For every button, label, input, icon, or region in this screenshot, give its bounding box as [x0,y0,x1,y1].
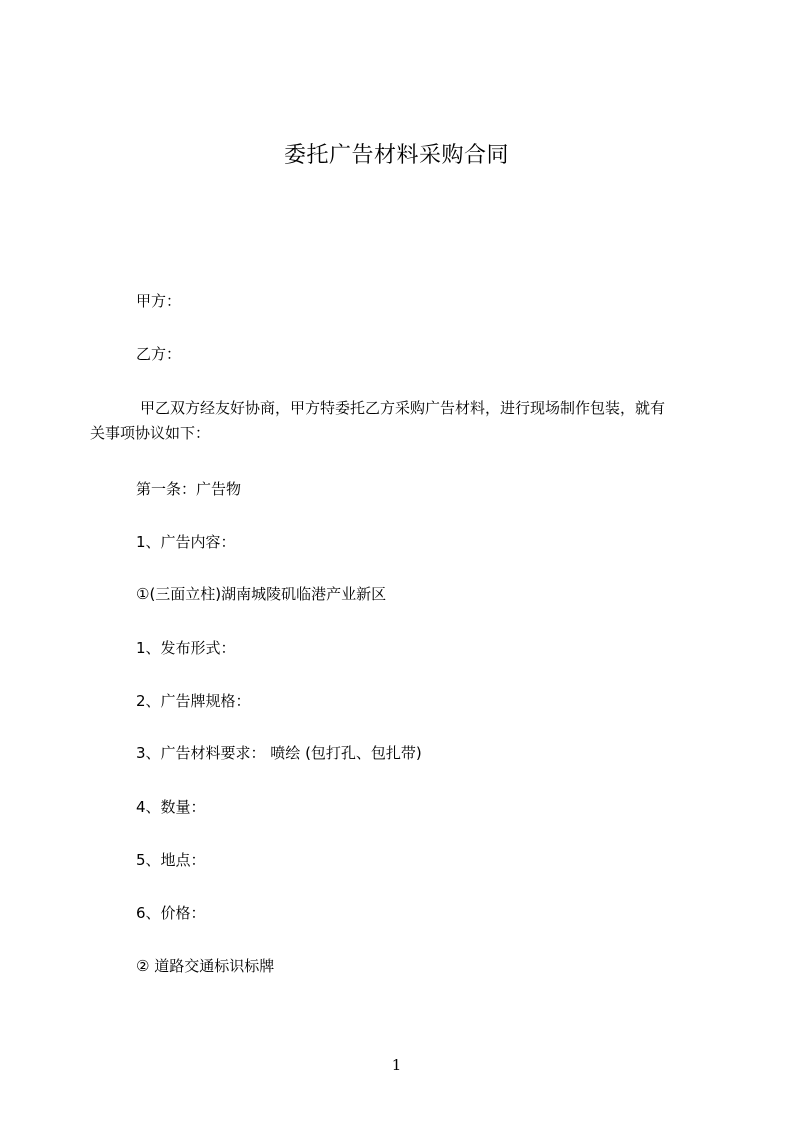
party-a-label: 甲方： [136,292,182,310]
article-1-heading: 第一条：广告物 [136,480,242,498]
item-quantity: 4、数量： [136,798,206,816]
item-publish-form: 1、发布形式： [136,639,236,657]
document-title: 委托广告材料采购合同 [283,143,509,168]
item-location: 5、地点： [136,851,206,869]
item-ad-content: 1、广告内容： [136,533,236,551]
intro-line-2: 关事项协议如下： [90,424,211,442]
sub-item-1: ①(三面立柱)湖南城陵矶临港产业新区 [136,585,387,603]
page-number: 1 [391,1056,402,1074]
item-price: 6、价格： [136,904,206,922]
item-billboard-spec: 2、广告牌规格： [136,692,251,710]
sub-item-2: ② 道路交通标识标牌 [136,957,275,975]
item-material-requirement: 3、广告材料要求： 喷绘 (包打孔、包扎带) [136,744,422,762]
party-b-label: 乙方： [136,345,182,363]
intro-paragraph [90,396,716,446]
intro-line-1: 甲乙双方经友好协商，甲方特委托乙方采购广告材料，进行现场制作包装，就有 [140,399,666,417]
